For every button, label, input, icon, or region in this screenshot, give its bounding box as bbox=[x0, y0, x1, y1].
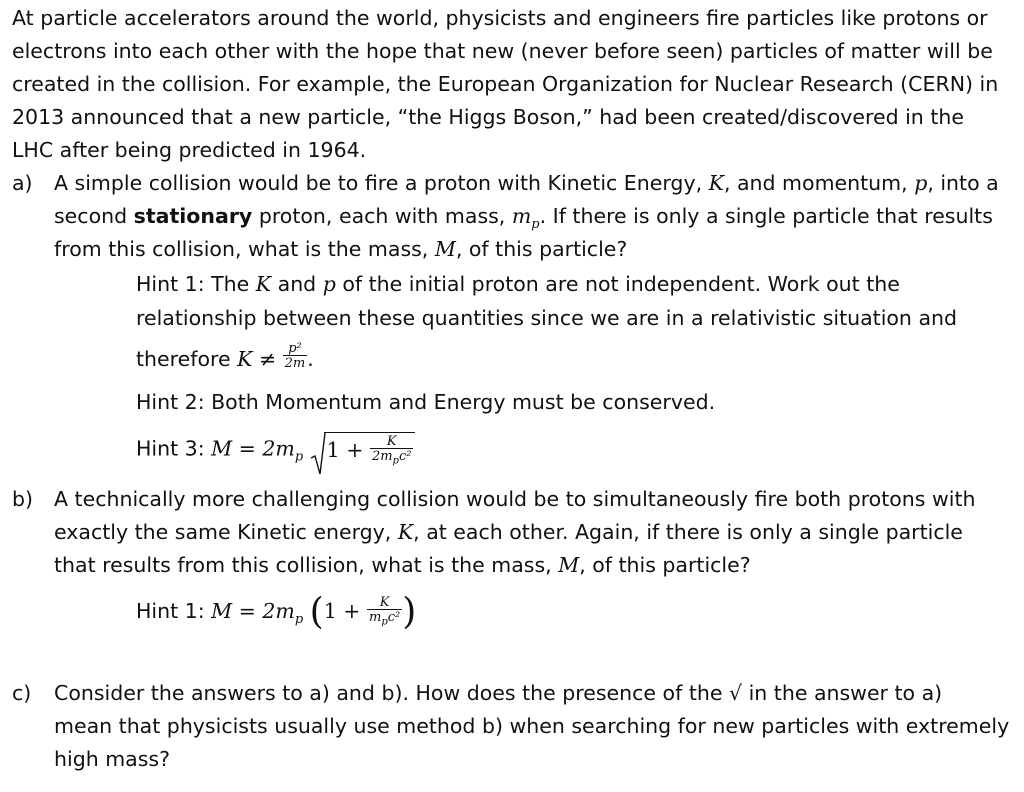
part-a-line-3 bbox=[54, 233, 627, 266]
math-sub-p: p bbox=[294, 449, 304, 465]
one-plus: 1 + bbox=[323, 599, 367, 623]
text: proton, each with mass, bbox=[252, 204, 512, 228]
part-b-line-3 bbox=[54, 549, 751, 582]
den-sub-p: p bbox=[392, 455, 399, 467]
text: , of this particle? bbox=[579, 553, 751, 577]
text: Consider the answers to a) and b). How does the presence of the bbox=[54, 681, 729, 705]
fraction-denominator bbox=[367, 609, 402, 628]
text: that results from this collision, what is the mass, bbox=[54, 553, 559, 577]
text: , at each other. Again, if there is only a single particle bbox=[413, 520, 963, 544]
part-c-label: c) bbox=[12, 681, 32, 705]
bold-stationary: stationary bbox=[133, 204, 253, 228]
fraction-denominator: 2m bbox=[284, 356, 306, 371]
part-c-line-2: mean that physicists usually use method b) when searching for new particles with extremely bbox=[54, 714, 1010, 738]
part-b-label: b) bbox=[12, 487, 34, 511]
text: from this collision, what is the mass, bbox=[54, 237, 435, 261]
part-a-label: a) bbox=[12, 171, 33, 195]
sqrt-symbol-icon: √ bbox=[728, 681, 743, 705]
right-paren: ) bbox=[402, 591, 417, 633]
intro-line-5: LHC after being predicted in 1964. bbox=[12, 138, 367, 162]
text: Hint 1: bbox=[136, 599, 212, 623]
part-a-line-1 bbox=[54, 167, 999, 200]
text: A simple collision would be to fire a proton with Kinetic Energy, bbox=[54, 171, 709, 195]
fraction-K-over-mpc2 bbox=[367, 596, 402, 628]
math-K: K bbox=[255, 272, 272, 296]
text: second bbox=[54, 204, 134, 228]
text: . If there is only a single particle that results bbox=[539, 204, 993, 228]
math-M-eq-2m: M = 2m bbox=[211, 436, 295, 461]
math-sub-p: p bbox=[294, 612, 304, 628]
text: . bbox=[307, 347, 314, 371]
part-a-hint1-line-1 bbox=[136, 268, 900, 301]
intro-line-2: electrons into each other with the hope that new (never before seen) particles of matter will be bbox=[12, 39, 993, 63]
intro-line-1: At particle accelerators around the world, physicists and engineers fire particles like protons or bbox=[12, 6, 988, 30]
text: exactly the same Kinetic energy, bbox=[54, 520, 398, 544]
math-sub-p: p bbox=[531, 217, 540, 233]
part-a-hint3 bbox=[136, 432, 415, 474]
part-a-hint2: Hint 2: Both Momentum and Energy must be conserved. bbox=[136, 390, 716, 414]
text: Hint 1: The bbox=[136, 272, 256, 296]
den-c2: c² bbox=[398, 449, 412, 465]
math-p: p bbox=[914, 171, 928, 195]
fraction-p2-over-2m bbox=[283, 342, 308, 370]
text: therefore bbox=[136, 347, 238, 371]
part-b-line-1: A technically more challenging collision would be to simultaneously fire both protons with bbox=[54, 487, 976, 511]
text: , and momentum, bbox=[723, 171, 915, 195]
part-a-hint1-line-2: relationship between these quantities since we are in a relativistic situation and bbox=[136, 306, 958, 330]
math-m: m bbox=[511, 204, 532, 228]
text: , into a bbox=[927, 171, 999, 195]
fraction-denominator bbox=[370, 448, 414, 467]
math-K-neq: K ≠ bbox=[237, 347, 277, 371]
radicand bbox=[324, 432, 416, 467]
part-c-line-3: high mass? bbox=[54, 747, 170, 771]
math-M-eq-2m: M = 2m bbox=[211, 599, 295, 623]
fraction-numerator: p² bbox=[288, 341, 302, 356]
text: Hint 3: bbox=[136, 436, 212, 461]
math-p: p bbox=[322, 272, 336, 296]
den-m: m bbox=[368, 610, 382, 626]
part-a-hint1-line-3 bbox=[136, 343, 314, 376]
text: of the initial proton are not independent. Work out the bbox=[335, 272, 900, 296]
part-c-line-1 bbox=[54, 677, 942, 710]
den-sub-p: p bbox=[381, 616, 388, 628]
fraction-numerator: K bbox=[379, 595, 390, 611]
part-b-hint1 bbox=[136, 591, 417, 636]
left-paren: ( bbox=[309, 591, 324, 633]
fraction-K-over-2mpc2 bbox=[370, 435, 414, 467]
fraction-numerator: K bbox=[386, 434, 397, 450]
math-M: M bbox=[434, 237, 456, 261]
math-M: M bbox=[558, 553, 580, 577]
text: and bbox=[271, 272, 323, 296]
math-K: K bbox=[708, 171, 724, 195]
den-c2: c² bbox=[387, 610, 401, 626]
radical-sign bbox=[310, 432, 326, 476]
intro-line-3: created in the collision. For example, the European Organization for Nuclear Research (CERN) in bbox=[12, 72, 999, 96]
text: , of this particle? bbox=[455, 237, 628, 261]
square-root bbox=[310, 432, 416, 467]
den-2m: 2m bbox=[371, 449, 393, 465]
one-plus: 1 + bbox=[326, 438, 370, 462]
part-b-line-2 bbox=[54, 516, 963, 549]
math-K: K bbox=[397, 520, 414, 544]
text: in the answer to a) bbox=[742, 681, 943, 705]
intro-line-4: 2013 announced that a new particle, “the Higgs Boson,” had been created/discovered in the bbox=[12, 105, 964, 129]
